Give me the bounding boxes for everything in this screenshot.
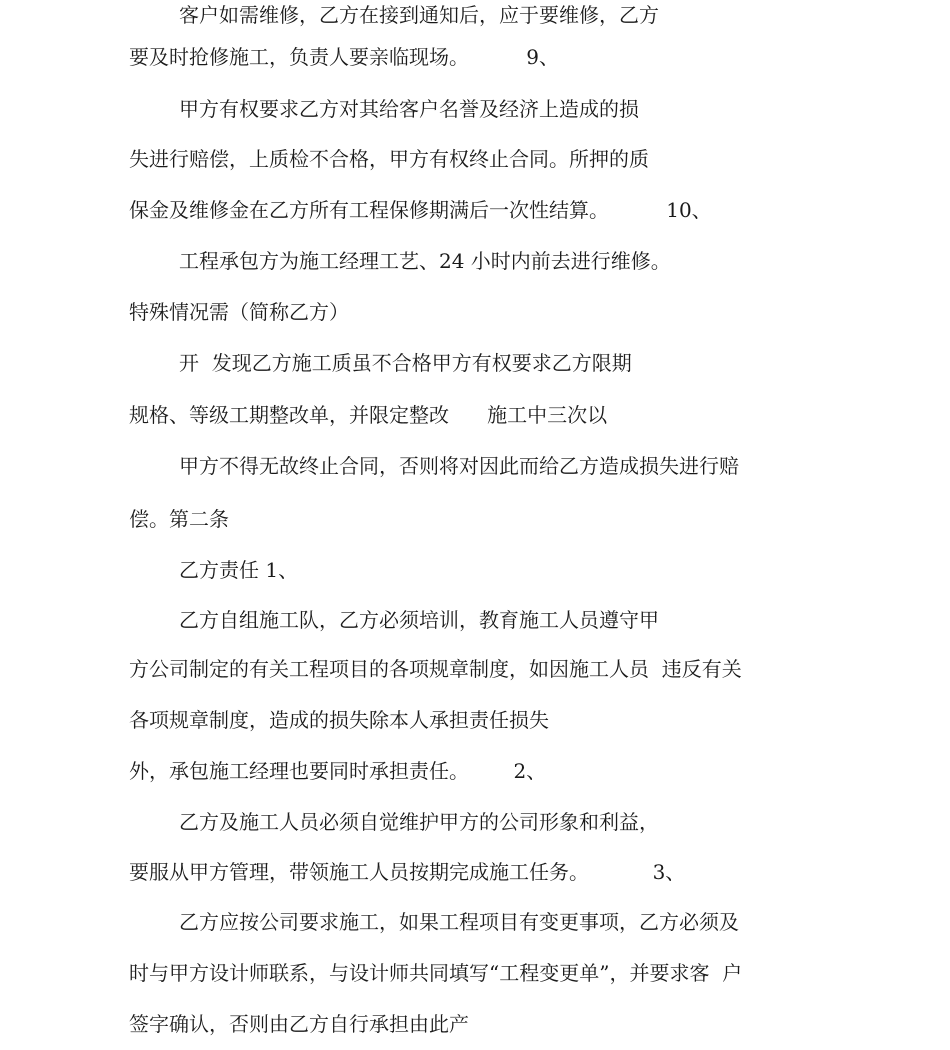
text-line: 规格、等级工期整改单，并限定整改 施工中三次以 xyxy=(129,403,608,427)
text-line: 甲方不得无故终止合同，否则将对因此而给乙方造成损失进行赔 xyxy=(179,454,739,478)
text-line: 乙方及施工人员必须自觉维护甲方的公司形象和利益， xyxy=(179,810,659,834)
text-line: 时与甲方设计师联系，与设计师共同填写“工程变更单”，并要求客 户 xyxy=(129,961,743,985)
text-line: 特殊情况需（简称乙方） xyxy=(129,300,349,324)
text-line: 乙方自组施工队，乙方必须培训，教育施工人员遵守甲 xyxy=(179,608,659,632)
text-line: 甲方有权要求乙方对其给客户名誉及经济上造成的损 xyxy=(179,97,639,121)
text-line: 要服从甲方管理，带领施工人员按期完成施工任务。 3、 xyxy=(129,860,686,884)
text-line: 方公司制定的有关工程项目的各项规章制度，如因施工人员 违反有关 xyxy=(129,657,742,681)
text-line: 要及时抢修施工，负责人要亲临现场。 9、 xyxy=(129,45,559,69)
text-line: 失进行赔偿，上质检不合格，甲方有权终止合同。所押的质 xyxy=(129,147,649,171)
text-line: 工程承包方为施工经理工艺、24 小时内前去进行维修。 xyxy=(179,249,671,273)
text-line: 外，承包施工经理也要同时承担责任。 2、 xyxy=(129,759,547,783)
text-line: 保金及维修金在乙方所有工程保修期满后一次性结算。 10、 xyxy=(129,198,712,222)
text-line: 开 发现乙方施工质虽不合格甲方有权要求乙方限期 xyxy=(179,351,632,375)
text-line: 乙方责任 1、 xyxy=(179,558,299,582)
text-line: 签字确认，否则由乙方自行承担由此产 xyxy=(129,1012,469,1036)
text-line: 各项规章制度，造成的损失除本人承担责任损失 xyxy=(129,708,549,732)
text-line: 乙方应按公司要求施工，如果工程项目有变更事项，乙方必须及 xyxy=(179,910,739,934)
text-line: 客户如需维修，乙方在接到通知后，应于要维修，乙方 xyxy=(179,3,659,27)
text-line: 偿。第二条 xyxy=(129,507,229,531)
